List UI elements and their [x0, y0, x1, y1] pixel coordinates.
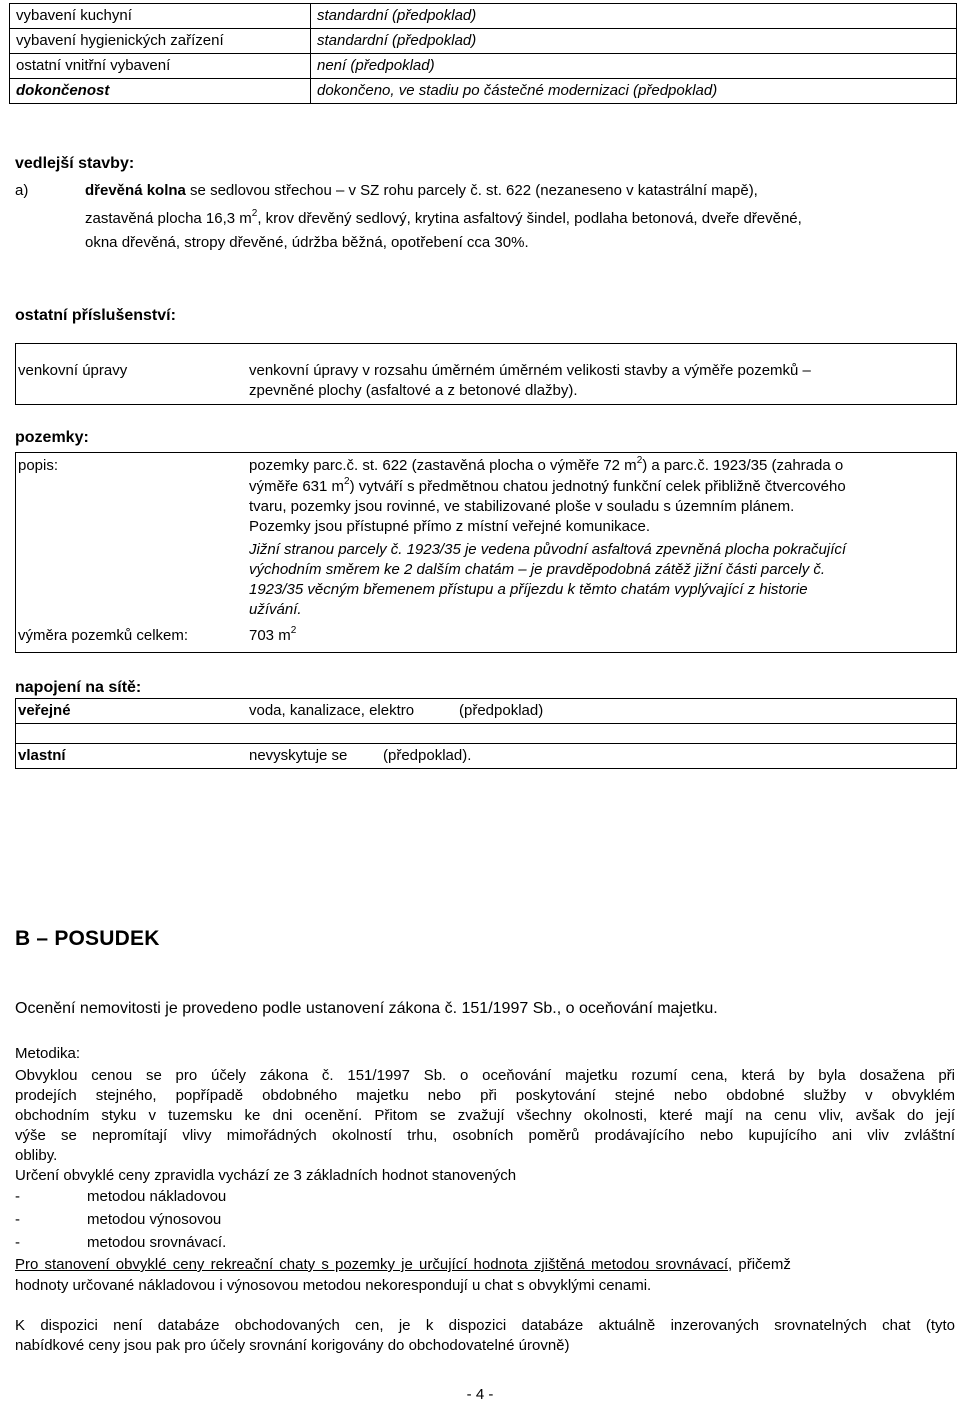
- list-item: metodou výnosovou: [87, 1211, 222, 1228]
- table-cell-value: standardní (předpoklad): [311, 4, 957, 29]
- accessories-line-1: venkovní úpravy v rozsahu úměrném úměrném velikosti stavby a výměře pozemků –: [249, 362, 811, 379]
- posudek-title: B – POSUDEK: [15, 927, 160, 950]
- accessories-title: ostatní příslušenství:: [15, 307, 176, 324]
- land-desc-line-4: Pozemky jsou přístupné přímo z místní veřejné komunikace.: [249, 518, 651, 535]
- network-public-value: voda, kanalizace, elektro: [249, 702, 415, 719]
- land-area-value: [249, 626, 296, 646]
- list-item-dash: -: [15, 1234, 20, 1251]
- table-row: [10, 54, 957, 79]
- divider: [15, 743, 957, 744]
- divider: [956, 343, 957, 404]
- divider: [956, 698, 957, 768]
- land-desc-text: ) a parc.č. 1923/35 (zahrada o: [642, 457, 844, 474]
- side-building-line-1-rest: se sedlovou střechou – v SZ rohu parcely č. st. 622 (nezaneseno v katastrální mapě),: [185, 182, 758, 199]
- superscript: 2: [251, 208, 258, 219]
- superscript: 2: [636, 455, 643, 466]
- accessories-label: venkovní úpravy: [18, 362, 128, 379]
- network-public-label: veřejné: [18, 702, 71, 719]
- land-desc-line-3: tvaru, pozemky jsou rovinné, ve stabilizované ploše v souladu s územním plánem.: [249, 498, 795, 515]
- choice-underlined-text: Pro stanovení obvyklé ceny rekreační chaty s pozemky je určující hodnota zjištěná metodou srovnávací: [15, 1256, 729, 1273]
- land-desc-text: pozemky parc.č. st. 622 (zastavěná plocha o výměře 72 m: [249, 457, 637, 474]
- side-building-name: dřevěná kolna: [85, 182, 186, 199]
- land-note-line-3: 1923/35 věcným břemenem přístupu a příjezdu k těmto chatám vyplývající z historie: [249, 581, 808, 598]
- divider: [15, 768, 957, 769]
- method-line-5: obliby.: [15, 1147, 58, 1164]
- table-cell-value: standardní (předpoklad): [311, 29, 957, 54]
- posudek-intro: Ocenění nemovitosti je provedeno podle ustanovení zákona č. 151/1997 Sb., o oceňování majetku.: [15, 1000, 718, 1017]
- divider: [15, 698, 16, 768]
- land-area-number: 703 m: [249, 627, 291, 644]
- list-item-dash: -: [15, 1188, 20, 1205]
- database-line-1: K dispozici není databáze obchodovaných cen, je k dispozici databáze aktuálně inzerovaných srovnatelných chat (tyto: [15, 1317, 955, 1334]
- divider: [15, 452, 16, 652]
- side-building-desc-text: , krov dřevěný sedlový, krytina asfaltový šindel, podlaha betonová, dveře dřevěné,: [257, 210, 802, 227]
- table-row: [10, 29, 957, 54]
- method-line-2: prodejích stejného, popřípadě obdobného majetku nebo při poskytování stejné nebo obdobné služby v obvyklém: [15, 1087, 955, 1104]
- land-desc-text: výměře 631 m: [249, 478, 345, 495]
- method-line-1: Obvyklou cenou se pro účely zákona č. 151/1997 Sb. o oceňování majetku rozumí cena, která by byla dosažena při: [15, 1067, 955, 1084]
- divider: [15, 343, 957, 344]
- land-description-label: popis:: [18, 457, 59, 474]
- page-number: - 4 -: [466, 1386, 494, 1403]
- table-cell-label: dokončenost: [10, 79, 311, 104]
- land-desc-line-2: [249, 477, 846, 497]
- land-desc-text: ) vytváří s předmětnou chatou jednotný funkční celek přibližně čtvercového: [349, 478, 846, 495]
- side-buildings-title: vedlejší stavby:: [15, 155, 135, 172]
- land-note-line-4: užívání.: [249, 601, 302, 618]
- method-line-4: výše se nepromítají vlivy mimořádných okolností trhu, osobních poměrů prodávajícího nebo kupujícího ani vliv zvláštní: [15, 1127, 955, 1144]
- list-item: metodou srovnávací.: [87, 1234, 227, 1251]
- superscript: 2: [344, 476, 350, 487]
- divider: [15, 652, 957, 653]
- divider: [956, 452, 957, 652]
- land-area-label: výměra pozemků celkem:: [18, 627, 189, 644]
- table-cell-label: vybavení hygienických zařízení: [10, 29, 311, 54]
- method-label: Metodika:: [15, 1045, 81, 1062]
- choice-rest-text: , přičemž: [728, 1256, 791, 1273]
- table-cell-label: vybavení kuchyní: [10, 4, 311, 29]
- choice-line-2: hodnoty určované nákladovou i výnosovou metodou nekorespondují u chat s obvyklými cenami.: [15, 1277, 652, 1294]
- list-item-dash: -: [15, 1211, 20, 1228]
- network-private-note: (předpoklad).: [383, 747, 472, 764]
- database-line-2: nabídkové ceny jsou pak pro účely srovnání korigovány do obchodovatelné úrovně): [15, 1337, 570, 1354]
- networks-title: napojení na sítě:: [15, 679, 142, 696]
- side-building-area-text: zastavěná plocha 16,3 m: [85, 210, 252, 227]
- list-item: metodou nákladovou: [87, 1188, 227, 1205]
- land-title: pozemky:: [15, 429, 89, 446]
- side-building-line-3: okna dřevěná, stropy dřevěné, údržba běžná, opotřebení cca 30%.: [85, 234, 529, 251]
- land-note-line-1: Jižní stranou parcely č. 1923/35 je vedena původní asfaltová zpevněná plocha pokračující: [249, 541, 847, 558]
- side-building-line-1: [85, 181, 758, 201]
- network-private-value: nevyskytuje se: [249, 747, 348, 764]
- equipment-table: [9, 3, 957, 104]
- superscript: 2: [290, 625, 297, 636]
- land-desc-line-1: [249, 456, 843, 476]
- divider: [15, 698, 957, 699]
- land-note-line-2: východním směrem ke 2 dalším chatám – je pravděpodobná zátěž jižní části parcely č.: [249, 561, 826, 578]
- table-cell-value: dokončeno, ve stadiu po částečné modernizaci (předpoklad): [311, 79, 957, 104]
- divider: [15, 343, 16, 404]
- table-row: [10, 79, 957, 104]
- network-private-label: vlastní: [18, 747, 66, 764]
- divider: [15, 723, 957, 724]
- method-line-3: obchodním styku v tuzemsku ke dni ocenění. Přitom se zvažují všechny okolnosti, které mají na cenu vliv, avšak do její: [15, 1107, 955, 1124]
- divider: [15, 452, 957, 453]
- item-marker: a): [15, 182, 29, 199]
- divider: [15, 404, 957, 405]
- choice-line-1: [15, 1255, 791, 1275]
- network-public-note: (předpoklad): [459, 702, 544, 719]
- table-cell-label: ostatní vnitřní vybavení: [10, 54, 311, 79]
- side-building-line-2: [85, 209, 802, 229]
- table-cell-value: není (předpoklad): [311, 54, 957, 79]
- basis-line: Určení obvyklé ceny zpravidla vychází ze 3 základních hodnot stanovených: [15, 1167, 517, 1184]
- accessories-line-2: zpevněné plochy (asfaltové a z betonové dlažby).: [249, 382, 578, 399]
- table-row: [10, 4, 957, 29]
